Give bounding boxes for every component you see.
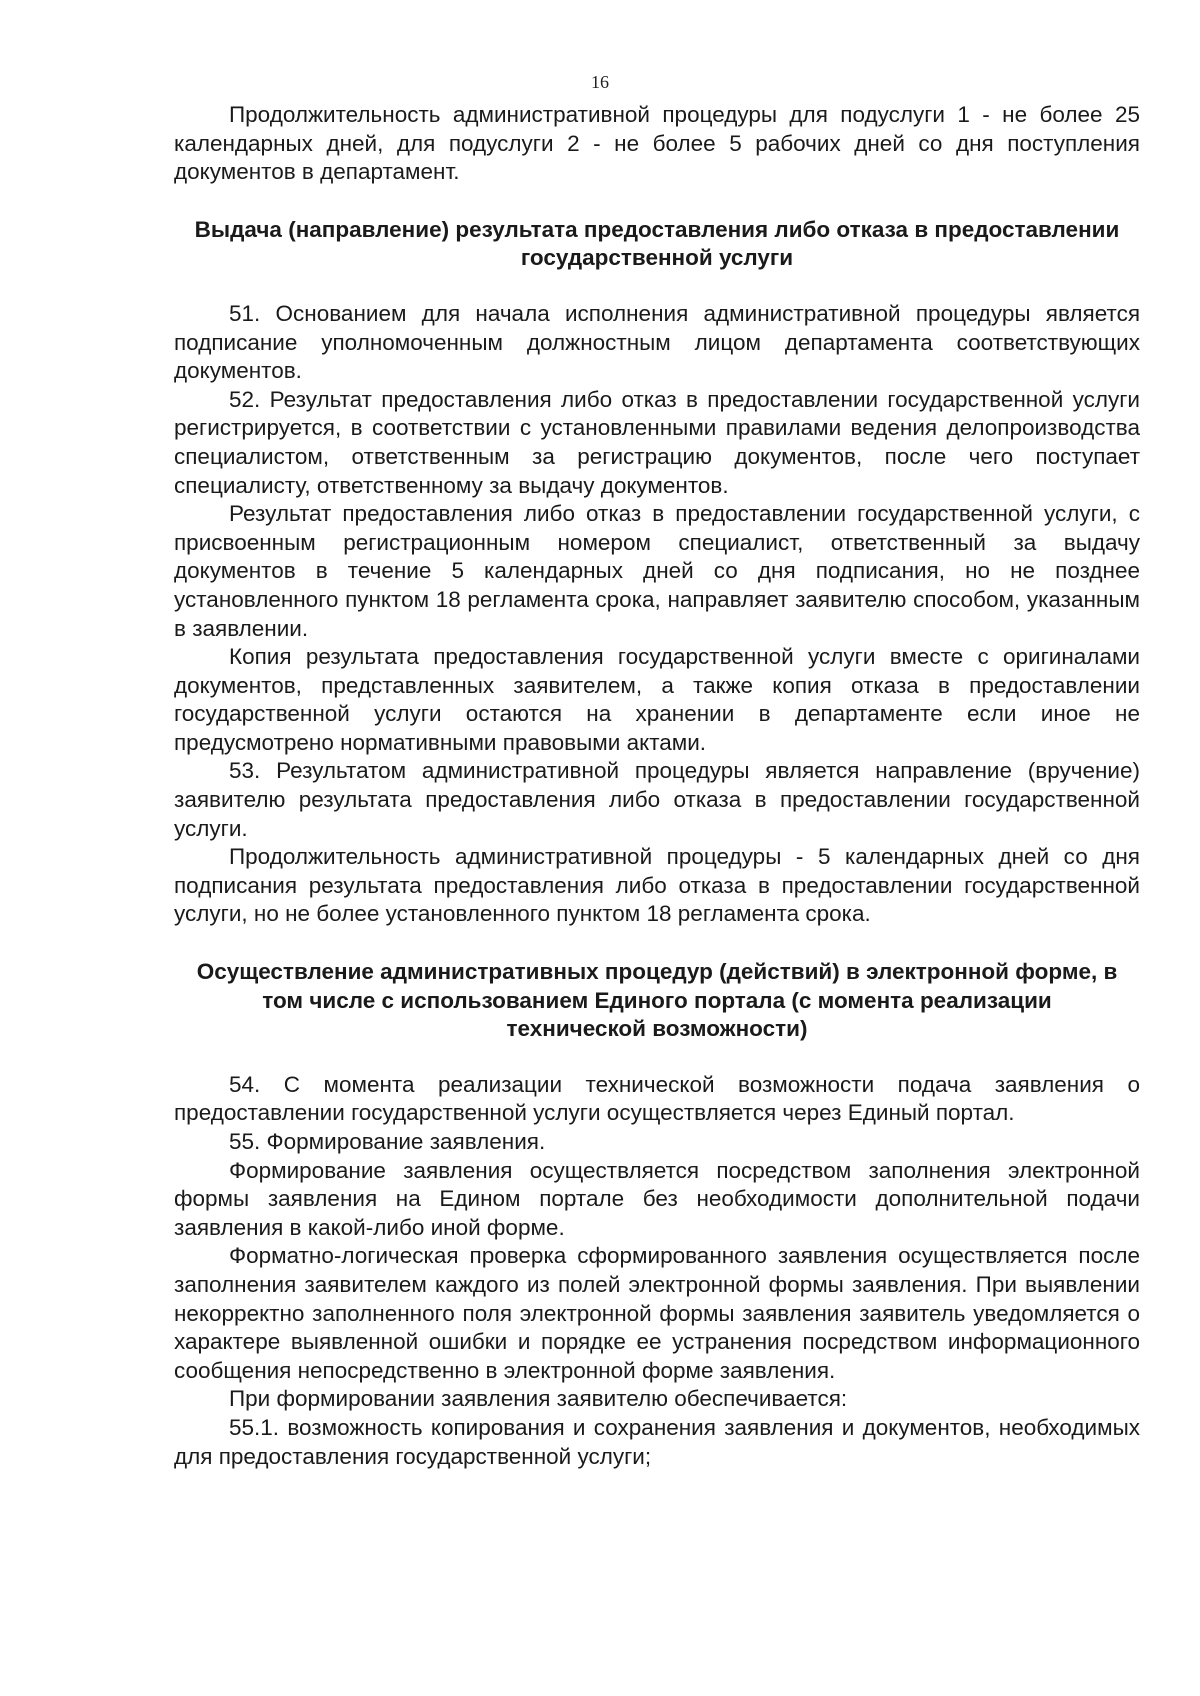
section-heading-issuance: Выдача (направление) результата предоставления либо отказа в предоставлении государственной услуги (194, 216, 1120, 271)
paragraph-51: 51. Основанием для начала исполнения административной процедуры является подписание уполномоченным должностным лицом департамента соответствующих документов. (174, 300, 1140, 384)
paragraph-copy-storage: Копия результата предоставления государственной услуги вместе с оригиналами документов, представленных заявителем, а также копия отказа в предоставлении государственной услуги остаются на хранении в департаменте если иное не предусмотрено нормативными правовыми актами. (174, 644, 1140, 755)
page-number: 16 (591, 72, 609, 92)
paragraph-55-1: 55.1. возможность копирования и сохранения заявления и документов, необходимых для предоставления государственной услуги; (174, 1414, 1140, 1469)
paragraph-54: 54. С момента реализации технической возможности подача заявления о предоставлении государственной услуги осуществляется через Единый портал. (174, 1071, 1140, 1126)
paragraph-52: 52. Результат предоставления либо отказ в предоставлении государственной услуги регистрируется, в соответствии с установленными правилами ведения делопроизводства специалистом, ответственным за регистрацию документов, после чего поступает специалисту, ответственному за выдачу документов. (174, 386, 1140, 498)
paragraph-form-filling: Формирование заявления осуществляется посредством заполнения электронной формы заявления на Едином портале без необходимости дополнительной подачи заявления в какой-либо иной форме. (174, 1157, 1140, 1240)
paragraph-provided-features: При формировании заявления заявителю обеспечивается: (229, 1386, 848, 1412)
paragraph-result-delivery: Результат предоставления либо отказ в предоставлении государственной услуги, с присвоенным регистрационным номером специалист, ответственный за выдачу документов в течение 5 календарных дней со дня подписания, но не позднее установленного пунктом 18 регламента срока, направляет заявителю способом, указанным в заявлении. (174, 501, 1140, 641)
paragraph-duration-issuance: Продолжительность административной процедуры - 5 календарных дней со дня подписания результата предоставления либо отказа в предоставлении государственной услуги, но не более установленного пунктом 18 регламента срока. (174, 844, 1140, 927)
paragraph-format-check: Форматно-логическая проверка сформированного заявления осуществляется после заполнения заявителем каждого из полей электронной формы заявления. При выявлении некорректно заполненного поля электронной формы заявления заявитель уведомляется о характере выявленной ошибки и порядке ее устранения посредством информационного сообщения непосредственно в электронной форме заявления. (174, 1243, 1140, 1383)
paragraph-duration-subservices: Продолжительность административной процедуры для подуслуги 1 - не более 25 календарных дней, для подуслуги 2 - не более 5 рабочих дней со дня поступления документов в департамент. (174, 102, 1140, 185)
document-body (174, 101, 1140, 1471)
section-heading-electronic: Осуществление административных процедур (действий) в электронной форме, в том числе с использованием Единого портала (с момента реализации технической возможности) (196, 959, 1118, 1042)
paragraph-53: 53. Результатом административной процедуры является направление (вручение) заявителю результата предоставления либо отказа в предоставлении государственной услуги. (174, 758, 1140, 841)
paragraph-55: 55. Формирование заявления. (229, 1129, 546, 1154)
